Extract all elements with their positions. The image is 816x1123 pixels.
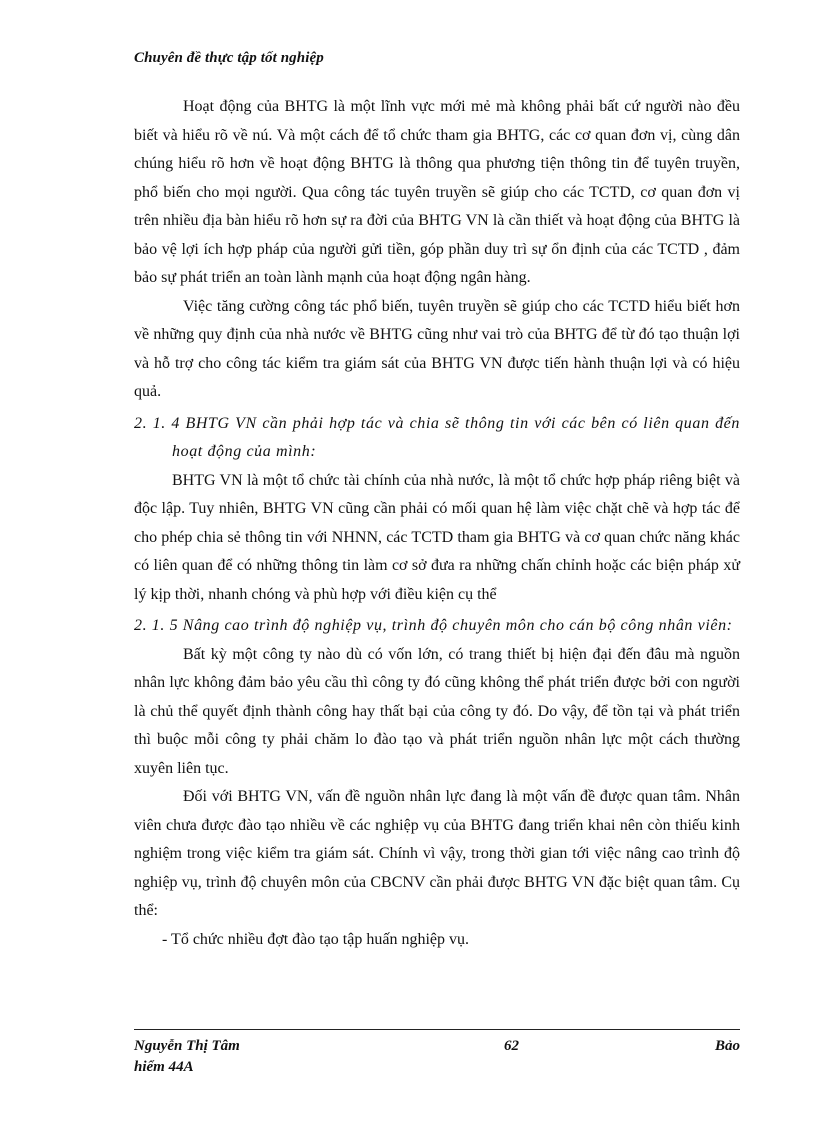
paragraph: Hoạt động của BHTG là một lĩnh vực mới mẻ mà không phải bất cứ người nào đều biết và hiểu rõ về nú. Và một cách để tổ chức tham gia BHTG, các cơ quan đơn vị, cùng dân chúng hiểu rõ hơn về hoạt động BHTG là thông qua phương tiện thông tin để tuyên truyền, phổ biến cho mọi người. Qua công tác tuyên truyền sẽ giúp cho các TCTD, cơ quan đơn vị trên nhiều địa bàn hiểu rõ hơn sự ra đời của BHTG VN là cần thiết và hoạt động của BHTG là bảo vệ lợi ích hợp pháp của người gửi tiền, góp phần duy trì sự ổn định của các TCTD , đảm bảo sự phát triển an toàn lành mạnh của hoạt động ngân hàng. bbox=[134, 98, 740, 286]
section-heading: 2. 1. 5 Nâng cao trình độ nghiệp vụ, trình độ chuyên môn cho cán bộ công nhân viên: bbox=[134, 617, 733, 634]
paragraph: Việc tăng cường công tác phổ biến, tuyên truyền sẽ giúp cho các TCTD hiểu biết hơn về những quy định của nhà nước về BHTG cũng như vai trò của BHTG để từ đó tạo thuận lợi và hỗ trợ cho công tác kiểm tra giám sát của BHTG VN được tiến hành thuận lợi và có hiệu quả. bbox=[134, 297, 740, 400]
footer-right-text: Bảo bbox=[714, 1038, 740, 1054]
running-header: Chuyên đề thực tập tốt nghiệp bbox=[134, 50, 324, 66]
paragraph: BHTG VN là một tổ chức tài chính của nhà nước, là một tổ chức hợp pháp riêng biệt và độc lập. Tuy nhiên, BHTG VN cũng cần phải có mối quan hệ làm việc chặt chẽ và hợp tác để cho phép chia sẻ thông tin với NHNN, các TCTD tham gia BHTG và cơ quan chức năng khác có liên quan để có những thông tin làm cơ sở đưa ra những chấn chỉnh hoặc các biện pháp xử lý kịp thời, nhanh chóng và phù hợp với điều kiện cụ thể bbox=[134, 471, 740, 603]
list-item: - Tổ chức nhiều đợt đào tạo tập huấn nghiệp vụ. bbox=[162, 930, 469, 948]
paragraph: Bất kỳ một công ty nào dù có vốn lớn, có trang thiết bị hiện đại đến đâu mà nguồn nhân lực không đảm bảo yêu cầu thì công ty đó cũng không thể phát triển được bởi con người là chủ thể quyết định thành công hay thất bại của công ty đó. Do vậy, để tồn tại và phát triển thì buộc mỗi công ty phải chăm lo đào tạo và phát triển nguồn nhân lực một cách thường xuyên liên tục. bbox=[134, 645, 740, 777]
section-heading: 2. 1. 4 BHTG VN cần phải hợp tác và chia sẽ thông tin với các bên có liên quan đến hoạt động của mình: bbox=[134, 414, 740, 460]
footer-author: Nguyễn Thị Tâm bbox=[134, 1038, 240, 1054]
footer-author-continued: hiểm 44A bbox=[134, 1059, 194, 1075]
page-number: 62 bbox=[504, 1038, 519, 1054]
paragraph: Đối với BHTG VN, vấn đề nguồn nhân lực đang là một vấn đề được quan tâm. Nhân viên chưa được đào tạo nhiều về các nghiệp vụ của BHTG đang triển khai nên còn thiếu kinh nghiệm trong việc kiểm tra giám sát. Chính vì vậy, trong thời gian tới việc nâng cao trình độ nghiệp vụ, trình độ chuyên môn của CBCNV cần phải được BHTG VN đặc biệt quan tâm. Cụ thể: bbox=[134, 788, 740, 919]
footer-divider bbox=[134, 1029, 740, 1030]
body-text bbox=[134, 93, 740, 954]
